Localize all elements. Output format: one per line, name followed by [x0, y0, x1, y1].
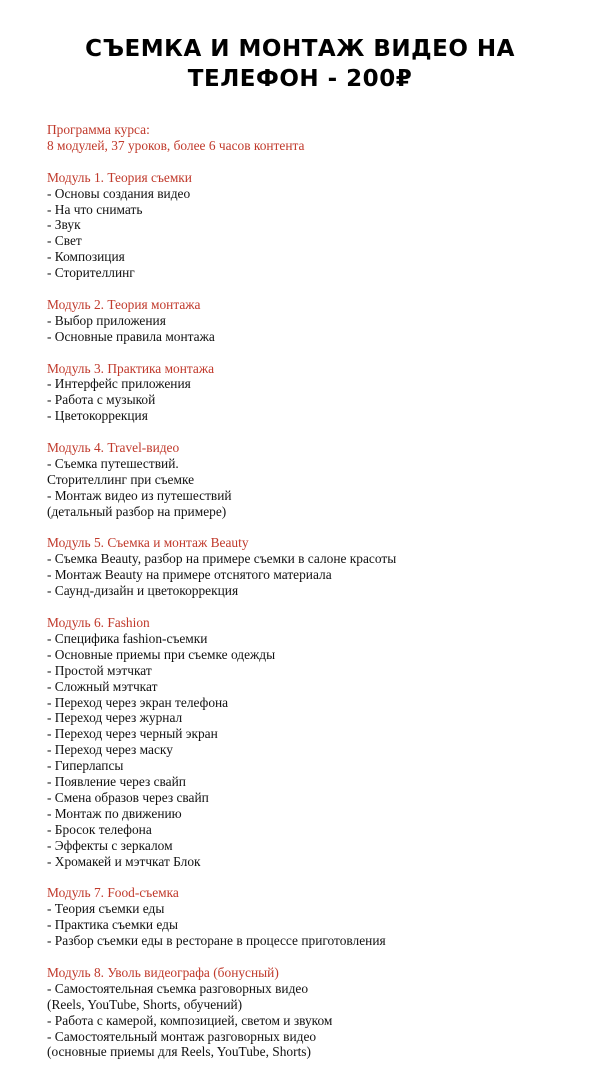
lesson-item: - Выбор приложения	[47, 312, 166, 328]
module-section	[47, 615, 600, 870]
lesson-item: - Смена образов через свайп	[47, 789, 209, 805]
lesson-item: - Практика съемки еды	[47, 917, 178, 933]
lesson-item: (детальный разбор на примере)	[47, 503, 227, 519]
lesson-item: - Работа с камерой, композицией, светом и звуком	[47, 1012, 333, 1028]
lesson-item: (основные приемы для Reels, YouTube, Shorts)	[47, 1044, 311, 1060]
lesson-item: - Появление через свайп	[47, 774, 186, 790]
module-section	[47, 361, 600, 425]
lesson-item: - Работа с музыкой	[47, 392, 156, 408]
lesson-item: - Теория съемки еды	[47, 901, 165, 917]
lesson-item: - Переход через черный экран	[47, 726, 218, 742]
lesson-item: - Разбор съемки еды в ресторане в процессе приготовления	[47, 933, 386, 949]
module-title: Модуль 8. Уволь видеографа (бонусный)	[47, 964, 279, 980]
module-section	[47, 440, 600, 520]
lesson-item: - Свет	[47, 233, 82, 249]
module-list	[47, 170, 600, 1061]
page-title-line-1: СЪЕМКА И МОНТАЖ ВИДЕО НА	[85, 36, 515, 62]
lesson-item: - Интерфейс приложения	[47, 376, 191, 392]
lesson-item: - Монтаж Beauty на примере отснятого материала	[47, 567, 332, 583]
module-section	[47, 297, 600, 345]
lesson-item: - Съемка путешествий.	[47, 455, 179, 471]
lesson-item: - Простой мэтчкат	[47, 662, 152, 678]
module-title: Модуль 2. Теория монтажа	[47, 296, 201, 312]
course-intro	[47, 122, 600, 154]
page-title-line-2: ТЕЛЕФОН - 200₽	[187, 66, 413, 92]
lesson-item: - Основы создания видео	[47, 185, 191, 201]
module-title: Модуль 3. Практика монтажа	[47, 360, 215, 376]
lesson-item: Сторителлинг при съемке	[47, 471, 195, 487]
module-title: Модуль 6. Fashion	[47, 615, 150, 630]
lesson-item: - Звук	[47, 217, 81, 233]
lesson-item: - Переход через маску	[47, 742, 173, 758]
lesson-item: - Основные правила монтажа	[47, 328, 215, 344]
lesson-item: - Эффекты с зеркалом	[47, 837, 173, 853]
module-title: Модуль 5. Съемка и монтаж Beauty	[47, 535, 249, 551]
lesson-item: - Съемка Beauty, разбор на примере съемки в салоне красоты	[47, 551, 397, 567]
lesson-item: - Монтаж видео из путешествий	[47, 487, 232, 503]
module-section	[47, 170, 600, 281]
lesson-item: - Монтаж по движению	[47, 805, 182, 821]
module-title: Модуль 1. Теория съемки	[47, 169, 192, 185]
lesson-item: - Цветокоррекция	[47, 408, 148, 424]
lesson-item: - Самостоятельный монтаж разговорных видео	[47, 1028, 317, 1044]
lesson-item: (Reels, YouTube, Shorts, обучений)	[47, 996, 243, 1012]
module-title: Модуль 7. Food-съемка	[47, 885, 179, 901]
module-section	[47, 535, 600, 599]
course-summary: 8 модулей, 37 уроков, более 6 часов контента	[47, 137, 305, 153]
lesson-item: - Сторителлинг	[47, 265, 135, 281]
lesson-item: - Специфика fashion-съемки	[47, 630, 208, 646]
lesson-item: - Бросок телефона	[47, 821, 152, 837]
lesson-item: - Саунд-дизайн и цветокоррекция	[47, 583, 239, 599]
lesson-item: - Переход через экран телефона	[47, 694, 229, 710]
lesson-item: - Композиция	[47, 249, 125, 265]
lesson-item: - Сложный мэтчкат	[47, 678, 158, 694]
module-title: Модуль 4. Travel-видео	[47, 440, 180, 456]
lesson-item: - Хромакей и мэтчкат Блок	[47, 853, 201, 869]
module-section	[47, 885, 600, 949]
lesson-item: - Основные приемы при съемке одежды	[47, 646, 276, 662]
module-section	[47, 965, 600, 1060]
course-content	[0, 94, 600, 1060]
lesson-item: - Гиперлапсы	[47, 758, 124, 774]
lesson-item: - Самостоятельная съемка разговорных видео	[47, 980, 309, 996]
page-title	[0, 34, 600, 94]
lesson-item: - Переход через журнал	[47, 710, 183, 726]
lesson-item: - На что снимать	[47, 201, 143, 217]
course-program-label: Программа курса:	[47, 122, 150, 137]
